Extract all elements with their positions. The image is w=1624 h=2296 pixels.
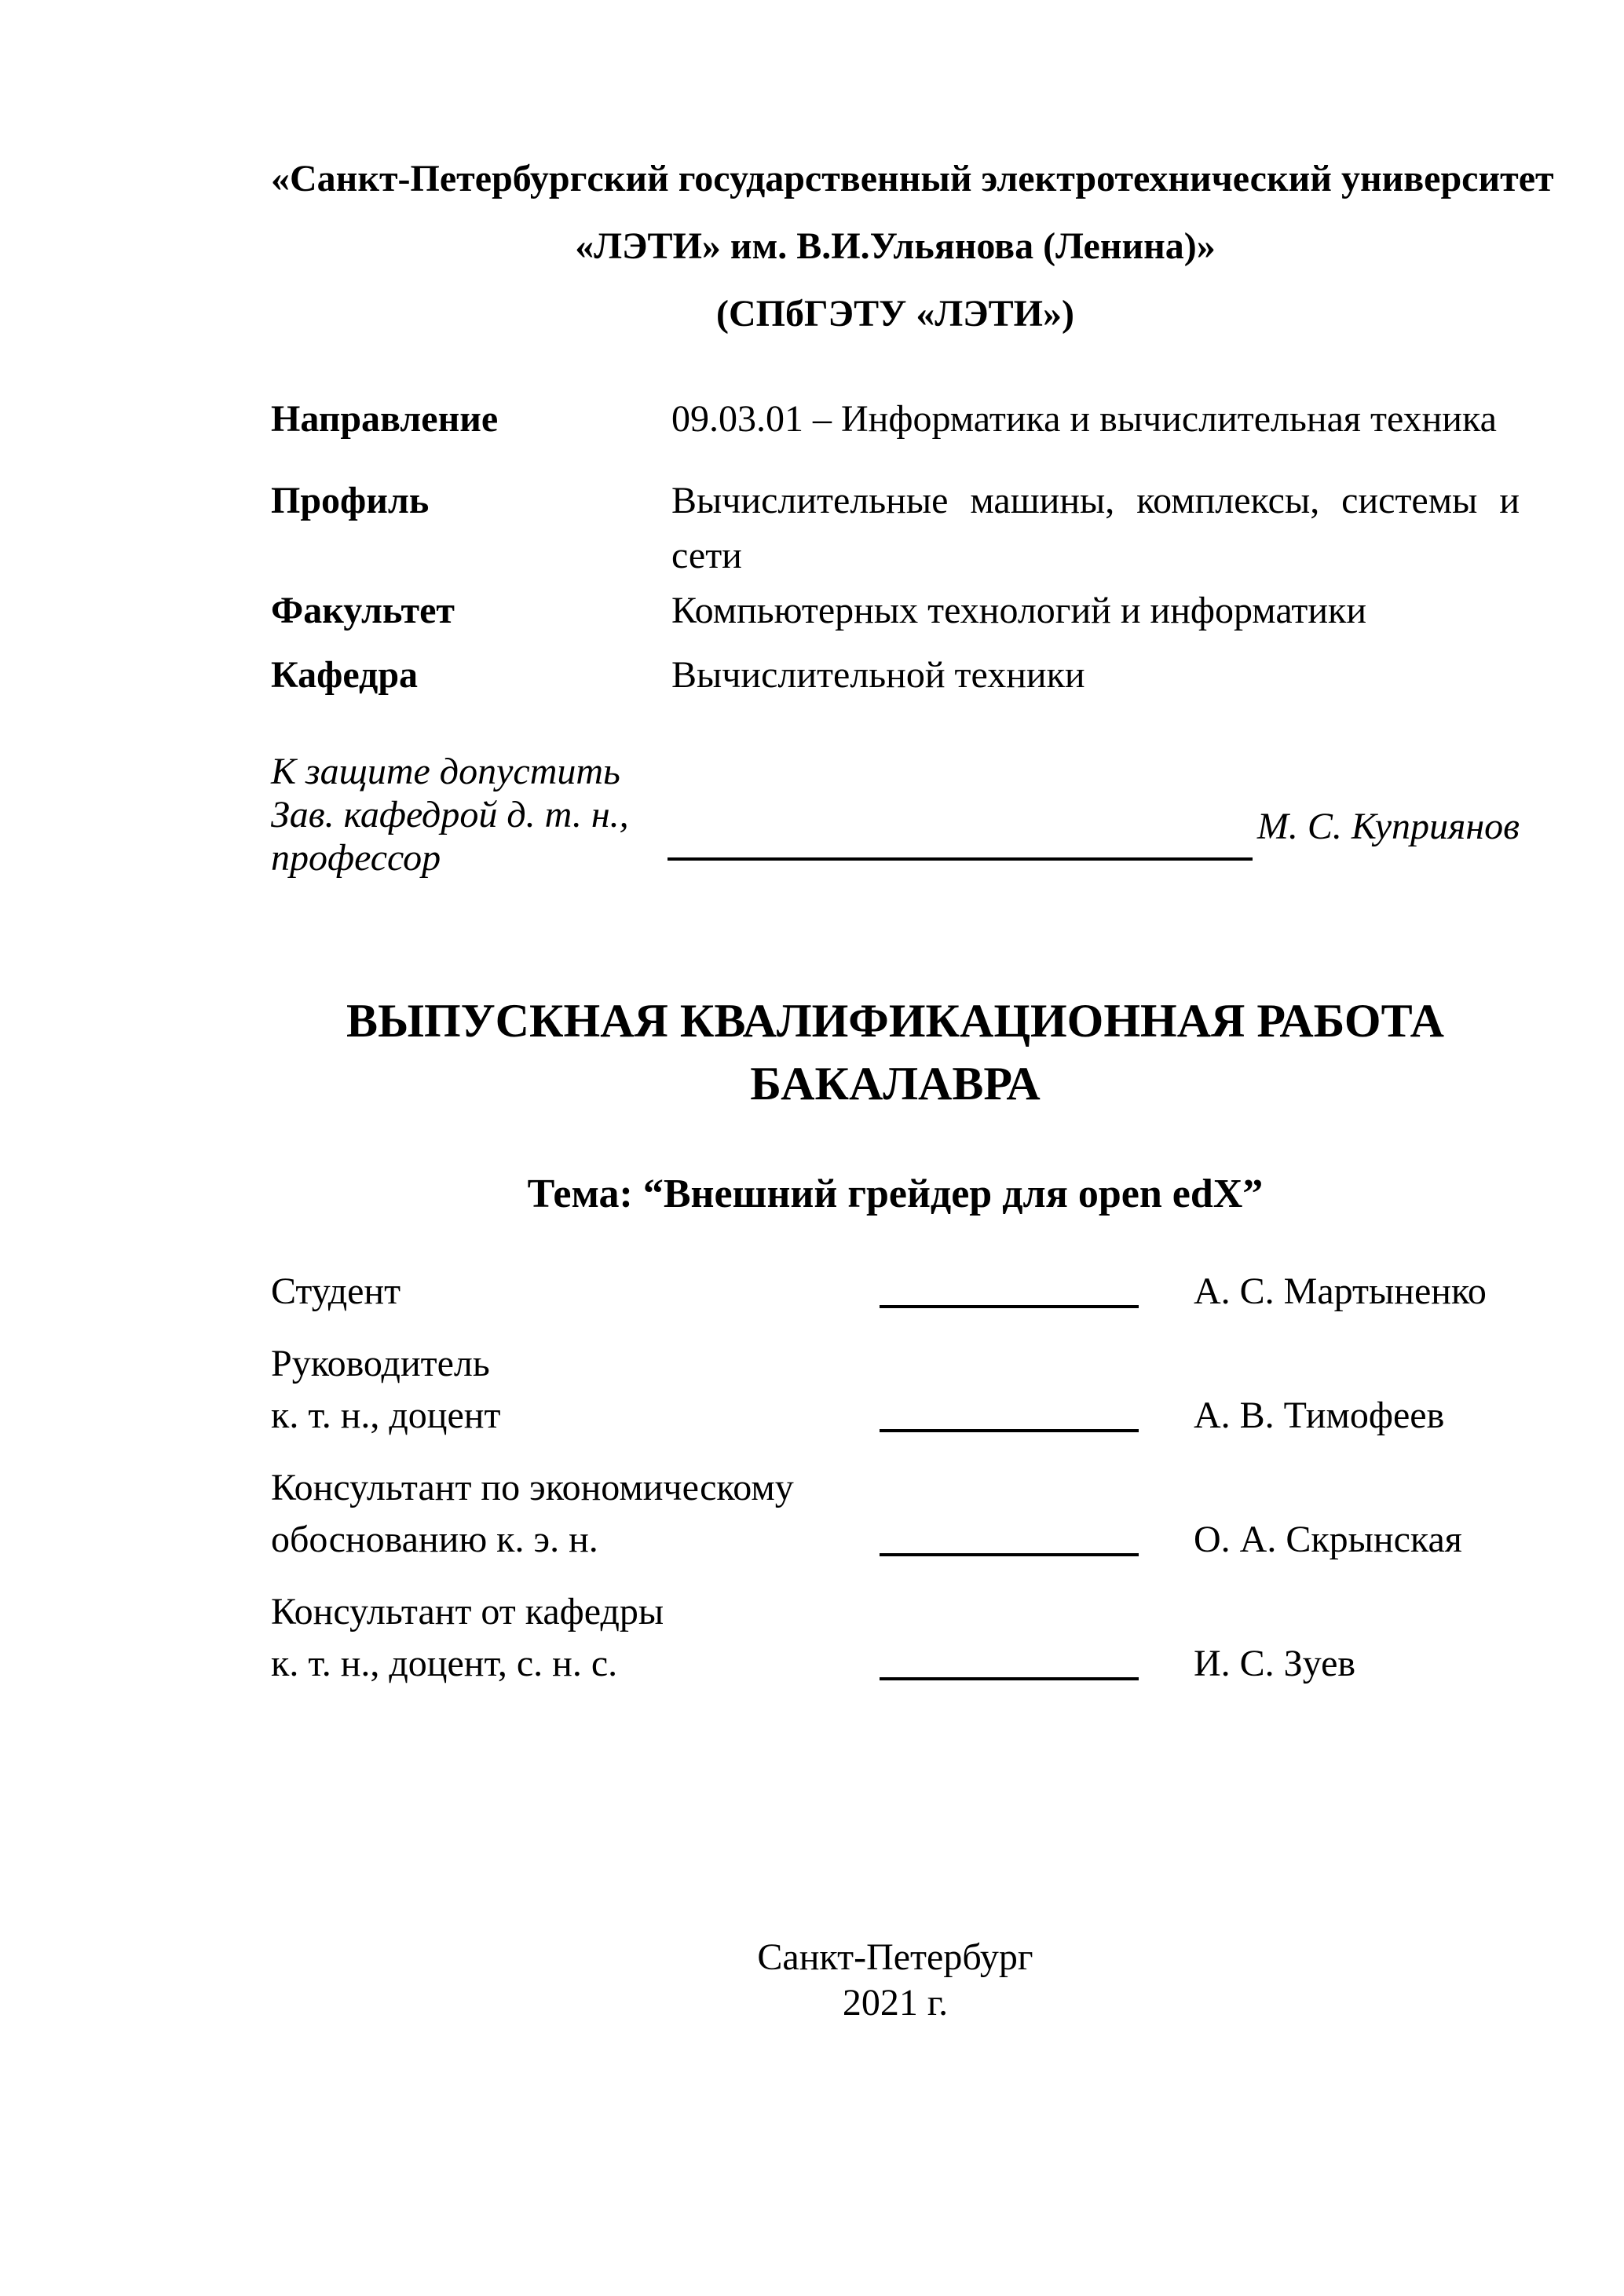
approval-signature-line bbox=[668, 857, 1253, 861]
theme-title: Тема: “Внешний грейдер для open edX” bbox=[527, 1172, 1264, 1216]
department-consultant-role bbox=[271, 1586, 880, 1690]
department-consultant-role-line-1: Консультант от кафедры bbox=[271, 1591, 664, 1632]
faculty-label: Факультет bbox=[271, 590, 455, 631]
department-consultant-signature-line bbox=[880, 1677, 1139, 1680]
signer-row-student bbox=[271, 1266, 1520, 1318]
info-row-department bbox=[271, 648, 1520, 703]
economics-consultant-role-line-2: обоснованию к. э. н. bbox=[271, 1519, 598, 1560]
signer-row-department-consultant bbox=[271, 1586, 1520, 1690]
university-header bbox=[271, 145, 1554, 348]
footer bbox=[271, 1935, 1520, 2026]
university-abbreviation: (СПбГЭТУ «ЛЭТИ») bbox=[716, 293, 1074, 335]
department-consultant-role-line-2: к. т. н., доцент, с. н. с. bbox=[271, 1643, 618, 1684]
supervisor-role bbox=[271, 1338, 880, 1442]
department-value: Вычислительной техники bbox=[671, 654, 1085, 696]
economics-consultant-name: О. А. Скрынская bbox=[1194, 1519, 1462, 1560]
supervisor-name: А. В. Тимофеев bbox=[1194, 1395, 1445, 1436]
signer-row-supervisor bbox=[271, 1338, 1520, 1442]
approval-block bbox=[271, 750, 1520, 879]
economics-consultant-signature-line bbox=[880, 1553, 1139, 1556]
info-row-direction bbox=[271, 392, 1520, 447]
supervisor-role-line-2: к. т. н., доцент bbox=[271, 1395, 501, 1436]
university-name-line-2: «ЛЭТИ» им. В.И.Ульянова (Ленина)» bbox=[575, 225, 1216, 267]
footer-city: Санкт-Петербург bbox=[757, 1936, 1033, 1978]
department-consultant-name: И. С. Зуев bbox=[1194, 1643, 1356, 1684]
info-row-faculty bbox=[271, 583, 1520, 638]
direction-value: 09.03.01 – Информатика и вычислительная техника bbox=[671, 398, 1497, 440]
approval-line-3: профессор bbox=[271, 837, 441, 879]
faculty-value: Компьютерных технологий и информатики bbox=[671, 590, 1367, 631]
economics-consultant-role bbox=[271, 1462, 880, 1566]
direction-label: Направление bbox=[271, 398, 499, 440]
student-role-line-1: Студент bbox=[271, 1270, 401, 1312]
approval-line-2: Зав. кафедрой д. т. н., bbox=[271, 794, 629, 835]
student-role bbox=[271, 1266, 880, 1318]
approval-text bbox=[271, 750, 668, 879]
work-title-line-2: БАКАЛАВРА bbox=[750, 1058, 1041, 1110]
work-title-line-1: ВЫПУСКНАЯ КВАЛИФИКАЦИОННАЯ РАБОТА bbox=[346, 995, 1444, 1047]
student-name: А. С. Мартыненко bbox=[1194, 1270, 1487, 1312]
footer-year: 2021 г. bbox=[842, 1982, 949, 2024]
info-row-profile bbox=[271, 473, 1520, 583]
supervisor-role-line-1: Руководитель bbox=[271, 1343, 490, 1384]
profile-label: Профиль bbox=[271, 480, 430, 521]
profile-value-line-1: Вычислительные машины, комплексы, системы и bbox=[671, 480, 1520, 521]
university-name-line-1: «Санкт-Петербургский государственный электротехнический университет bbox=[271, 158, 1554, 199]
profile-value bbox=[671, 473, 1520, 583]
work-title bbox=[271, 989, 1520, 1115]
signer-row-economics-consultant bbox=[271, 1462, 1520, 1566]
approval-signer-name: М. С. Куприянов bbox=[1256, 806, 1520, 847]
signers-list bbox=[271, 1266, 1520, 1690]
department-label: Кафедра bbox=[271, 654, 419, 696]
economics-consultant-role-line-1: Консультант по экономическому bbox=[271, 1467, 794, 1508]
supervisor-signature-line bbox=[880, 1429, 1139, 1432]
profile-value-line-2: сети bbox=[671, 535, 742, 576]
student-signature-line bbox=[880, 1305, 1139, 1308]
approval-line-1: К защите допустить bbox=[271, 751, 620, 792]
